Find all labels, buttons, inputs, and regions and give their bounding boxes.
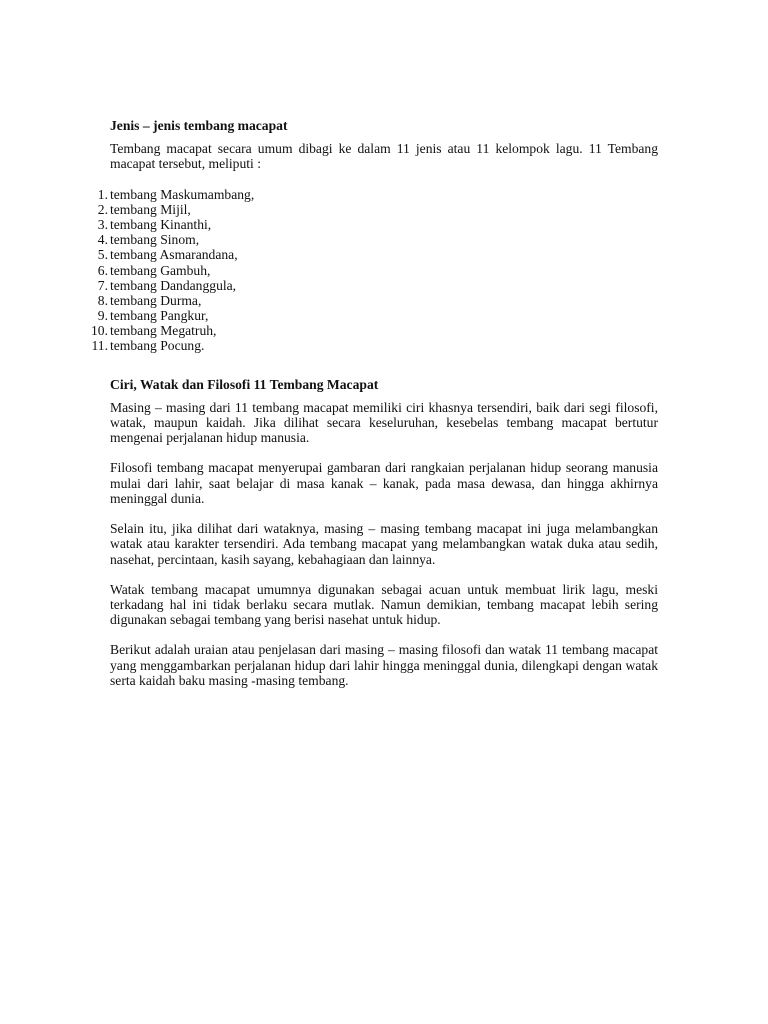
list-item [91,338,658,354]
body-paragraph: Berikut adalah uraian atau penjelasan dari masing – masing filosofi dan watak 11 tembang macapat yang menggambarkan perjalanan hidup dari lahir hingga meninggal dunia, dilengkapi dengan watak serta kaidah baku masing -masing tembang. [110,642,658,688]
list-number: 2. [97,201,108,217]
list-item [97,201,658,217]
list-item [97,292,658,308]
list-text: tembang Gambuh, [110,262,211,278]
list-text: tembang Kinanthi, [110,216,212,232]
list-number: 11. [91,338,108,354]
list-text: tembang Durma, [110,292,202,308]
document-content [91,118,658,688]
list-number: 3. [97,216,108,232]
list-item [97,262,658,278]
list-number: 5. [97,247,108,263]
list-item [97,186,658,202]
section-heading-jenis: Jenis – jenis tembang macapat [110,118,288,133]
list-item [91,323,658,339]
section-heading-ciri: Ciri, Watak dan Filosofi 11 Tembang Macapat [110,376,379,392]
list-text: tembang Maskumambang, [110,186,255,202]
list-text: tembang Sinom, [110,232,200,248]
list-number: 6. [97,262,108,278]
list-text: tembang Mijil, [110,201,191,217]
list-number: 1. [97,186,108,202]
body-paragraph: Selain itu, jika dilihat dari wataknya, masing – masing tembang macapat ini juga melambangkan watak atau karakter tersendiri. Ada tembang macapat yang melambangkan watak duka atau sedih, nasehat, percintaan, kasih sayang, kebahagiaan dan lainnya. [110,521,658,567]
list-number: 10. [91,323,108,339]
body-paragraph: Filosofi tembang macapat menyerupai gambaran dari rangkaian perjalanan hidup seorang manusia mulai dari lahir, saat belajar di masa kanak – kanak, pada masa dewasa, dan hingga akhirnya meninggal dunia. [110,460,658,506]
list-item [97,247,658,263]
body-paragraph: Watak tembang macapat umumnya digunakan sebagai acuan untuk membuat lirik lagu, meski terkadang hal ini tidak berlaku secara mutlak. Namun demikian, tembang macapat lebih sering digunakan sebagai tembang yang berisi nasehat untuk hidup. [110,581,658,628]
list-number: 4. [97,232,108,248]
list-text: tembang Pocung. [110,338,205,354]
list-item [97,232,658,248]
tembang-list [91,186,658,354]
list-text: tembang Asmarandana, [110,247,238,263]
list-text: tembang Pangkur, [110,308,209,324]
list-number: 8. [97,292,108,308]
list-item [97,308,658,324]
list-number: 7. [97,277,108,293]
list-text: tembang Megatruh, [110,323,217,339]
list-text: tembang Dandanggula, [110,277,237,293]
body-paragraph: Masing – masing dari 11 tembang macapat memiliki ciri khasnya tersendiri, baik dari segi filosofi, watak, maupun kaidah. Jika dilihat secara keseluruhan, kesebelas tembang macapat bertutur mengenai perjalanan hidup manusia. [110,399,658,446]
list-item [97,277,658,293]
intro-paragraph: Tembang macapat secara umum dibagi ke dalam 11 jenis atau 11 kelompok lagu. 11 Tembang macapat tersebut, meliputi : [110,141,658,172]
list-item [97,216,658,232]
list-number: 9. [97,308,108,324]
